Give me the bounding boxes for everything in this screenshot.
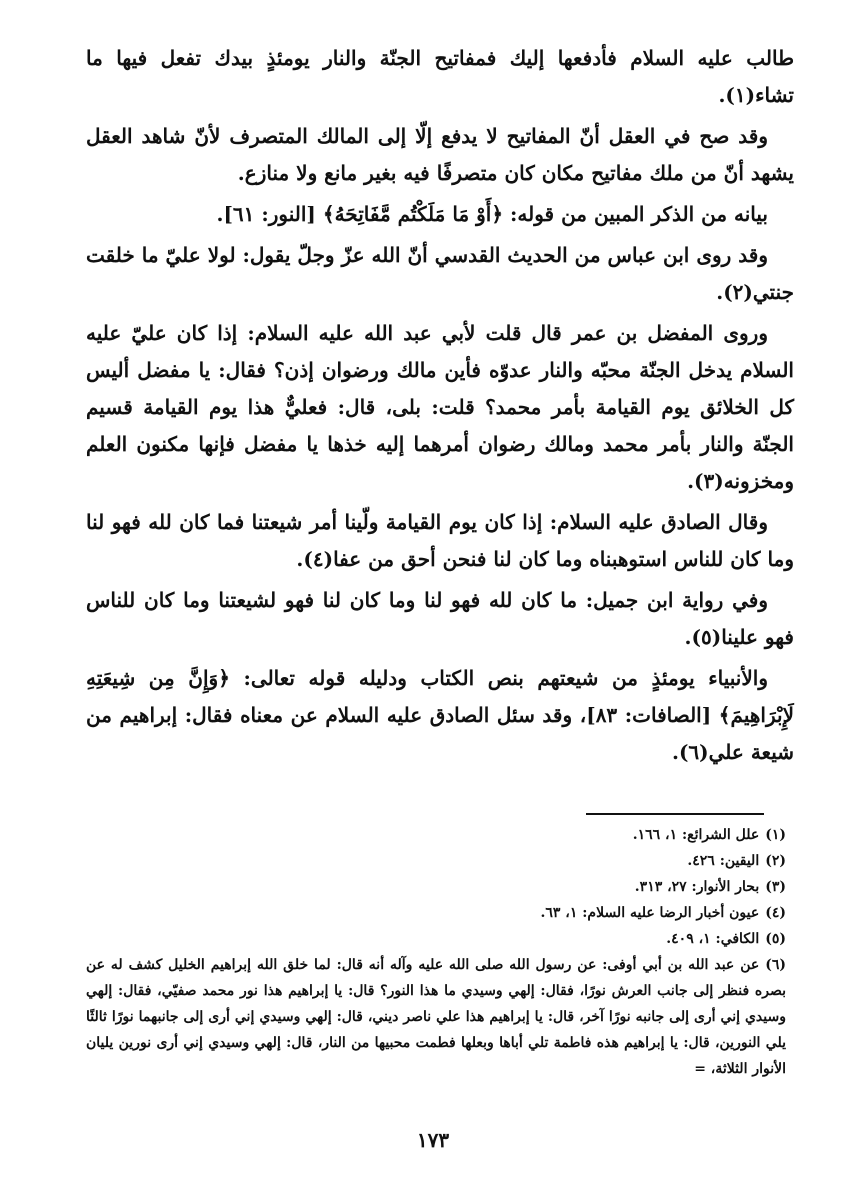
footnote-text: عن عبد الله بن أبي أوفى: عن رسول الله صلى الله عليه وآله أنه قال: لما خلق الله إبراهيم الخليل كشف له عن بصره فنظر إلى جانب العرش نورًا، فقال: إلهي وسيدي ما هذا النور؟ قال: يا إبراهيم هذا نور محمد صفيّي، فقال: إلهي وسيدي إني أرى إلى جانبه نورًا آخر، قال: يا إبراهيم هذا علي ناصر ديني، قال: إلهي وسيدي إني أرى إلى جانبهما نورًا ثالثًا يلي النورين، قال: يا إبراهيم هذه فاطمة تلي أباها وبعلها فطمت محبيها من النار، قال: إلهي وسيدي إني أرى نورين يليان الأنوار الثلاثة، = (86, 957, 786, 1077)
paragraph-6: وقال الصادق عليه السلام: إذا كان يوم القيامة ولّينا أمر شيعتنا فما كان لله فهو لنا وما كان للناس استوهبناه وما كان لنا فنحن أحق من عفا(٤). (86, 510, 794, 571)
footnote-4 (86, 900, 786, 926)
footnote-2 (86, 848, 786, 874)
main-text (86, 40, 794, 775)
paragraph-1: طالب عليه السلام فأدفعها إليك فمفاتيح الجنّة والنار يومئذٍ بيدك تفعل فيها ما تشاء(١). (86, 46, 794, 107)
footnote-text: الكافي: ١، ٤٠٩. (666, 931, 760, 947)
paragraph-5: وروى المفضل بن عمر قال قلت لأبي عبد الله عليه السلام: إذا كان عليّ عليه السلام يدخل الجنّة محبّه والنار عدوّه فأين مالك ورضوان إذن؟ فقال: يا مفضل أليس كل الخلائق يوم القيامة بأمر محمد؟ قلت: بلى، قال: فعليٌّ هذا يوم القيامة قسيم الجنّة والنار بأمر محمد ومالك رضوان أمرهما إليه خذها يا مفضل فإنها مكنون العلم ومخزونه(٣). (86, 321, 794, 493)
footnotes (86, 822, 786, 1082)
paragraph-4: وقد روى ابن عباس من الحديث القدسي أنّ الله عزّ وجلّ يقول: لولا عليّ ما خلقت جنتي(٢). (86, 243, 794, 304)
footnote-6 (86, 952, 786, 1082)
paragraph-3: بيانه من الذكر المبين من قوله: ﴿أَوْ مَا مَلَكْتُم مَّفَاتِحَهُ﴾ [النور: ٦١]. (216, 202, 768, 226)
footnote-number: (٦) (765, 957, 786, 973)
page-number: ١٧٣ (416, 1128, 450, 1152)
footnote-number: (٥) (765, 931, 786, 947)
footnote-1 (86, 822, 786, 848)
paragraph-8: والأنبياء يومئذٍ من شيعتهم بنص الكتاب ودليله قوله تعالى: ﴿وَإِنَّ مِن شِيعَتِهِ لَإِبْرَاهِيمَ﴾ [الصافات: ٨٣]، وقد سئل الصادق عليه السلام عن معناه فقال: إبراهيم من شيعة علي(٦). (86, 666, 794, 764)
footnote-number: (٢) (765, 853, 786, 869)
footnote-5 (86, 926, 786, 952)
footnote-number: (١) (765, 827, 786, 843)
footnote-number: (٣) (765, 879, 786, 895)
footnote-text: اليقين: ٤٢٦. (687, 853, 760, 869)
footnote-number: (٤) (765, 905, 786, 921)
footnote-text: علل الشرائع: ١، ١٦٦. (632, 827, 760, 843)
footnote-divider (586, 813, 764, 815)
footnote-text: بحار الأنوار: ٢٧، ٣١٣. (634, 879, 760, 895)
footnote-3 (86, 874, 786, 900)
paragraph-7: وفي رواية ابن جميل: ما كان لله فهو لنا وما كان لنا فهو لشيعتنا وما كان للناس فهو علينا(٥). (86, 588, 794, 649)
paragraph-2: وقد صح في العقل أنّ المفاتيح لا يدفع إلّا إلى المالك المتصرف لأنّ شاهد العقل يشهد أنّ من ملك مفاتيح مكان كان متصرفًا فيه بغير مانع ولا منازع. (86, 124, 794, 185)
footnote-text: عيون أخبار الرضا عليه السلام: ١، ٦٣. (540, 905, 760, 921)
